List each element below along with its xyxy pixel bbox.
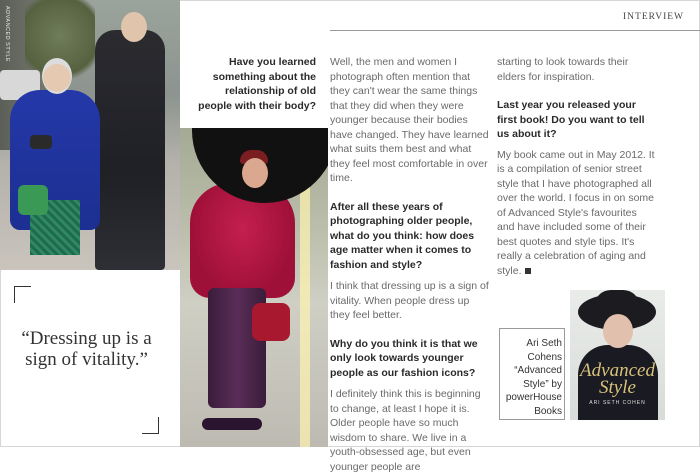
photo-book-cover <box>570 290 665 420</box>
photo-woman-face <box>242 158 268 188</box>
photo-shoes <box>202 418 262 430</box>
answer-4-text: My book came out in May 2012. It is a compilation of senior street style that I have photographed all over the world. I focus in on some of Advanced Style's favourites and have included some of their best quotes and style tips. It's really a celebration of aging and style. <box>497 148 655 277</box>
photo-red-clutch <box>252 303 290 341</box>
question-1: Have you learned something about the relationship of old people with their body? <box>198 56 316 112</box>
photo-woman-head <box>42 58 72 94</box>
photo-elderly-couple <box>0 0 180 270</box>
photo-woman-umbrella <box>180 128 328 447</box>
answer-3-part-2: starting to look towards their elders for inspiration. <box>497 56 629 83</box>
column-2 <box>330 55 490 474</box>
question-3: Why do you think it is that we only look towards younger people as our fashion icons? <box>330 337 478 379</box>
header-rule <box>330 30 700 31</box>
photo-man <box>95 30 165 270</box>
book-cover-hat-crown <box>594 290 640 312</box>
book-cover-title: Advanced Style <box>580 360 655 398</box>
answer-3-part-1: I definitely think this is beginning to change, at least I hope it is. Older people have so much wisdom to share. We live in a youth-obsessed age, but even younger people are <box>330 388 481 473</box>
answer-1: Well, the men and women I photograph often mention that they can't wear the same things that they did when they were younger because their bodies have changed. They have learned what suits them best and what they feel most comfortable in over time. <box>330 56 489 184</box>
pull-quote-text: “Dressing up is a sign of vitality.” <box>21 328 152 370</box>
question-2: After all these years of photographing older people, what do you think: how does age matter when it comes to fashion and style? <box>330 200 475 271</box>
book-caption: Ari Seth Cohens “Advanced Style” by powerHouse Books <box>505 338 562 417</box>
photo-gloves <box>30 135 52 149</box>
photo-green-bag <box>18 185 48 215</box>
quote-corner-top-left <box>14 286 31 303</box>
photo-man-head <box>121 12 147 42</box>
book-cover-author: ARI SETH COHEN <box>589 400 646 406</box>
book-caption-box <box>499 328 565 420</box>
end-mark-icon <box>525 268 531 274</box>
pull-quote <box>14 286 159 434</box>
quote-corner-bottom-right <box>142 417 159 434</box>
answer-2: I think that dressing up is a sign of vitality. When people dress up they feel better. <box>330 280 489 321</box>
column-1 <box>190 55 316 113</box>
section-label: INTERVIEW <box>623 12 684 22</box>
column-3 <box>497 55 657 278</box>
answer-4 <box>497 148 657 279</box>
book-cover-face <box>603 314 633 348</box>
photo-credit: ADVANCED STYLE <box>4 6 10 63</box>
question-4: Last year you released your first book! Do you want to tell us about it? <box>497 99 645 140</box>
